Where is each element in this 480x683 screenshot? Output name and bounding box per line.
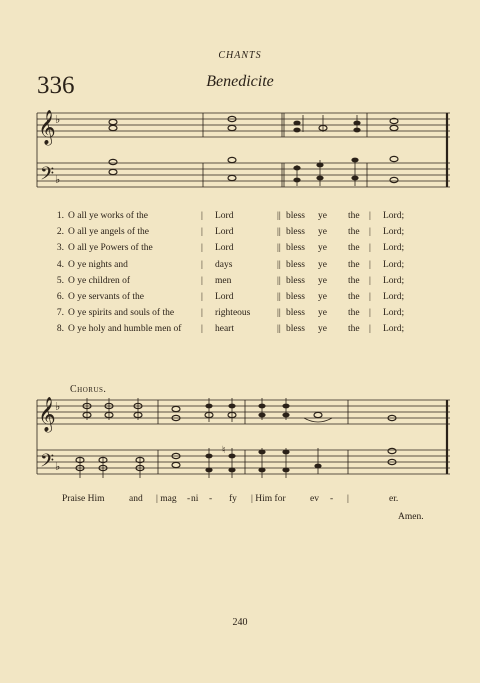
verse-text: O ye servants of the [68,292,144,302]
verse-bar: | [201,308,203,319]
verse-num: 4. [56,259,64,270]
verse-text: O ye nights and [68,259,128,270]
verse-w3: ye [318,324,327,335]
verse-bar2: | [369,275,371,286]
verse-dbar: || [277,211,281,221]
page-number: 240 [232,617,248,628]
verse-w3: ye [318,275,327,286]
verse-w2: bless [286,308,305,319]
verse-w2: bless [286,211,305,221]
verse-w3: ye [318,227,327,238]
verse-bar: | [201,211,203,221]
svg-text:𝄢: 𝄢 [40,164,55,189]
verse-num: 2. [56,227,64,238]
verse-w4: the [348,292,360,302]
verse-dbar: || [277,292,281,302]
svg-text:𝄞: 𝄞 [38,397,56,432]
verse-w4: the [348,259,360,270]
verse-w5: Lord; [383,292,405,302]
verse-w3: ye [318,211,327,221]
verse-dbar: || [277,324,281,335]
verse-w4: the [348,324,360,335]
chorus-syllable: ev [310,494,319,504]
verse-dbar: || [277,259,281,270]
verse-w5: Lord; [383,227,405,238]
verse-text: O ye children of [68,275,130,286]
verse-row [0,243,480,259]
verse-dbar: || [277,308,281,319]
verse-num: 1. [56,211,64,221]
chorus-syllable: er. [389,494,399,504]
verse-w1: Lord [215,211,234,221]
verse-row [0,308,480,324]
verse-w1: righteous [215,308,251,319]
verse-w5: Lord; [383,243,405,254]
verse-dbar: || [277,243,281,254]
verse-num: 7. [56,308,64,319]
verse-text: O ye holy and humble men of [68,324,182,335]
verse-w1: Lord [215,227,234,238]
svg-text:𝄢: 𝄢 [40,451,55,476]
section-header: CHANTS [218,50,262,61]
verse-w1: men [215,275,232,286]
verse-row [0,227,480,243]
chorus-syllable: ni [191,494,199,504]
chorus-syllable: - [330,494,334,504]
svg-text:♭: ♭ [55,173,61,186]
verse-text: O all ye Powers of the [68,243,153,254]
verse-text: O all ye works of the [68,211,148,221]
verse-w5: Lord; [383,308,405,319]
verse-bar2: | [369,243,371,254]
verse-bar2: | [369,259,371,270]
verse-w3: ye [318,243,327,254]
verse-dbar: || [277,275,281,286]
verse-bar: | [201,227,203,238]
verse-w1: days [215,259,233,270]
verse-w5: Lord; [383,259,405,270]
verse-w2: bless [286,292,305,302]
verse-w3: ye [318,292,327,302]
amen-text: Amen. [398,512,424,522]
verse-w5: Lord; [383,275,405,286]
verse-row [0,260,480,276]
verse-bar: | [201,292,203,302]
verse-bar: | [201,324,203,335]
verse-w2: bless [286,227,305,238]
chorus-syllable: Praise Him [62,494,105,504]
verse-bar: | [201,259,203,270]
verse-num: 3. [56,243,64,254]
verse-w1: heart [215,324,234,335]
verse-num: 8. [56,324,64,335]
hymn-title: Benedicite [206,73,274,90]
verse-bar2: | [369,211,371,221]
verse-row [0,276,480,292]
verse-bar2: | [369,308,371,319]
verse-num: 5. [56,275,64,286]
chorus-label: Chorus. [70,384,107,395]
verse-w1: Lord [215,292,234,302]
verse-row [0,211,480,227]
chorus-syllable: | mag [156,494,177,504]
verse-w4: the [348,243,360,254]
verse-w5: Lord; [383,324,405,335]
chorus-syllable: | [347,494,349,504]
chorus-syllable: - [187,494,191,504]
chorus-syllable: | Him for [251,494,286,504]
verse-w2: bless [286,275,305,286]
verse-bar2: | [369,227,371,238]
svg-text:𝄞: 𝄞 [38,110,56,145]
verse-bar2: | [369,292,371,302]
verse-w4: the [348,275,360,286]
verse-bar2: | [369,324,371,335]
chorus-syllable: fy [229,494,237,504]
hymn-number: 336 [37,72,75,99]
chorus-syllable: and [129,494,143,504]
verse-row [0,324,480,340]
verse-bar: | [201,275,203,286]
verse-w3: ye [318,259,327,270]
verse-w2: bless [286,243,305,254]
verse-dbar: || [277,227,281,238]
verse-w1: Lord [215,243,234,254]
verse-w5: Lord; [383,211,405,221]
verse-text: O ye spirits and souls of the [68,308,175,319]
verse-w2: bless [286,259,305,270]
svg-text:♮: ♮ [222,445,226,456]
svg-text:♭: ♭ [55,400,61,413]
verse-w3: ye [318,308,327,319]
verse-num: 6. [56,292,64,302]
svg-text:♭: ♭ [55,113,61,126]
verse-w4: the [348,308,360,319]
verse-w4: the [348,211,360,221]
verse-bar: | [201,243,203,254]
verse-text: O all ye angels of the [68,227,149,238]
chorus-syllable: - [209,494,213,504]
verse-w4: the [348,227,360,238]
svg-text:♭: ♭ [55,460,61,473]
verse-w2: bless [286,324,305,335]
verse-row [0,292,480,308]
